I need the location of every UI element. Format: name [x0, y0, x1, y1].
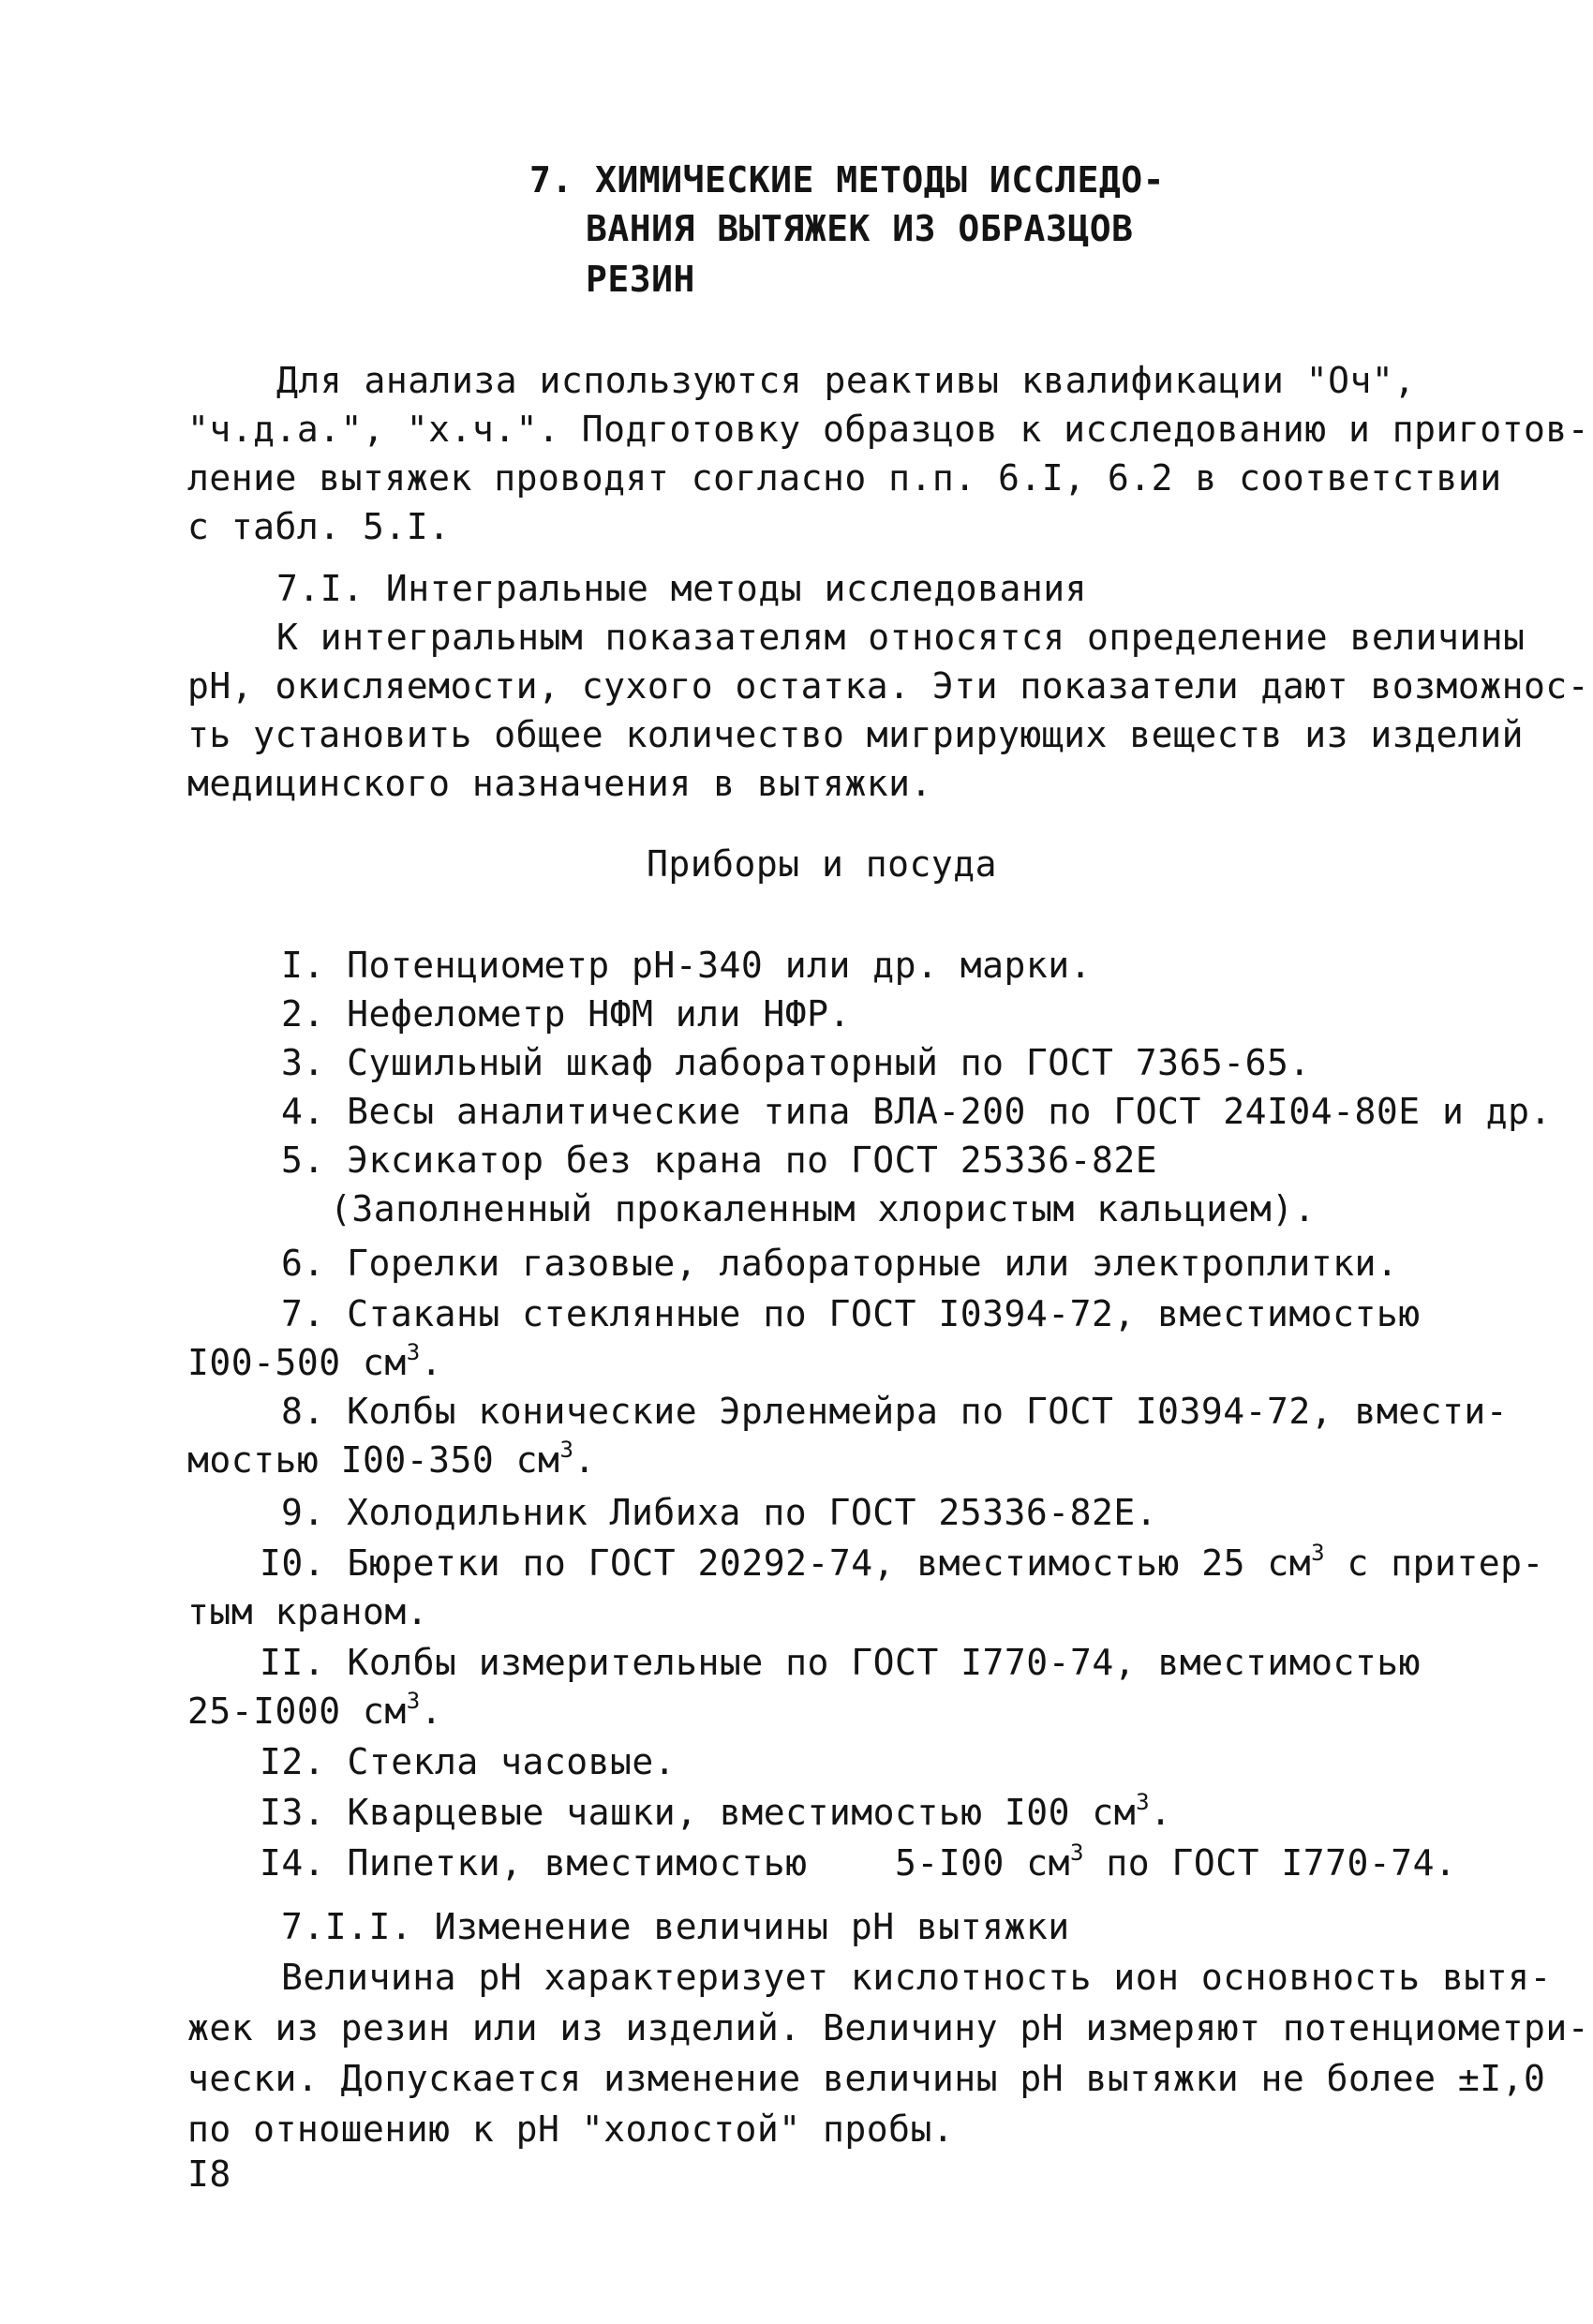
section-7-1-1-line: чески. Допускается изменение величины pH вытяжки не более ±I,0: [187, 2058, 1546, 2099]
instrument-item: II. Колбы измерительные по ГОСТ I770-74, вместимостью: [260, 1642, 1422, 1683]
section-7-1-title: 7.I. Интегральные методы исследования: [276, 568, 1087, 609]
intro-line: "ч.д.а.", "х.ч.". Подготовку образцов к исследованию и приготов-: [187, 409, 1590, 450]
section-7-1-1-line: по отношению к pH "холостой" пробы.: [187, 2108, 955, 2150]
instrument-item: 3. Сушильный шкаф лабораторный по ГОСТ 7365-65.: [281, 1042, 1311, 1083]
section-7-1-line: медицинского назначения в вытяжки.: [187, 763, 932, 804]
instrument-item: 4. Весы аналитические типа ВЛА-200 по ГОСТ 24I04-80Е и др.: [281, 1091, 1552, 1132]
instrument-item-continued: тым краном.: [187, 1591, 429, 1632]
section-7-1-line: ть установить общее количество мигрирующих веществ из изделий: [187, 714, 1525, 755]
section-7-1-1-title: 7.I.I. Изменение величины pH вытяжки: [281, 1906, 1070, 1947]
heading-line-1: 7. ХИМИЧЕСКИЕ МЕТОДЫ ИССЛЕДО-: [529, 159, 1165, 201]
instrument-item-continued: 25-I000 $см^3$.: [187, 1688, 443, 1732]
intro-line: ление вытяжек проводят согласно п.п. 6.I, 6.2 в соответствии: [187, 457, 1502, 499]
instrument-item-continued: (Заполненный прокаленным хлористым кальцием).: [330, 1188, 1317, 1229]
intro-line: с табл. 5.I.: [187, 506, 451, 547]
instrument-item: 8. Колбы конические Эрленмейра по ГОСТ I0394-72, вмести-: [281, 1391, 1509, 1432]
section-7-1-line: К интегральным показателям относятся определение величины: [276, 617, 1526, 658]
instrument-item: 7. Стаканы стеклянные по ГОСТ I0394-72, вместимостью: [281, 1293, 1421, 1334]
instrument-item: I0. Бюретки по ГОСТ 20292-74, вместимостью 25 $см^3$ с притер-: [260, 1540, 1544, 1584]
page-number: I8: [187, 2153, 231, 2195]
section-7-1-line: pH, окисляемости, сухого остатка. Эти показатели дают возможнос-: [187, 665, 1590, 707]
instrument-item: I3. Кварцевые чашки, вместимостью I00 $см^3$.: [260, 1789, 1172, 1833]
heading-line-2: ВАНИЯ ВЫТЯЖЕК ИЗ ОБРАЗЦОВ: [586, 208, 1134, 249]
instrument-item: I. Потенциометр pH-340 или др. марки.: [281, 945, 1092, 986]
instrument-item-continued: мостью I00-350 $см^3$.: [187, 1437, 596, 1481]
instrument-item: 2. Нефелометр НФМ или НФР.: [281, 993, 851, 1035]
intro-line: Для анализа используются реактивы квалификации "Оч",: [276, 360, 1416, 401]
instrument-item-continued: I00-500 $см^3$.: [187, 1339, 443, 1383]
heading-line-3: РЕЗИН: [586, 259, 695, 300]
instruments-heading: Приборы и посуда: [647, 843, 998, 885]
instrument-item: 6. Горелки газовые, лабораторные или электроплитки.: [281, 1243, 1399, 1284]
instrument-item: I2. Стекла часовые.: [260, 1741, 677, 1782]
instrument-item: 9. Холодильник Либиха по ГОСТ 25336-82Е.: [281, 1492, 1158, 1533]
instrument-item: I4. Пипетки, вместимостью 5-I00 $см^3$ по ГОСТ I770-74.: [260, 1840, 1457, 1884]
section-7-1-1-line: жек из резин или из изделий. Величину pH измеряют потенциометри-: [187, 2007, 1590, 2048]
section-7-1-1-line: Величина pH характеризует кислотность ион основность вытя-: [281, 1957, 1552, 1998]
instrument-item: 5. Эксикатор без крана по ГОСТ 25336-82Е: [281, 1140, 1158, 1181]
